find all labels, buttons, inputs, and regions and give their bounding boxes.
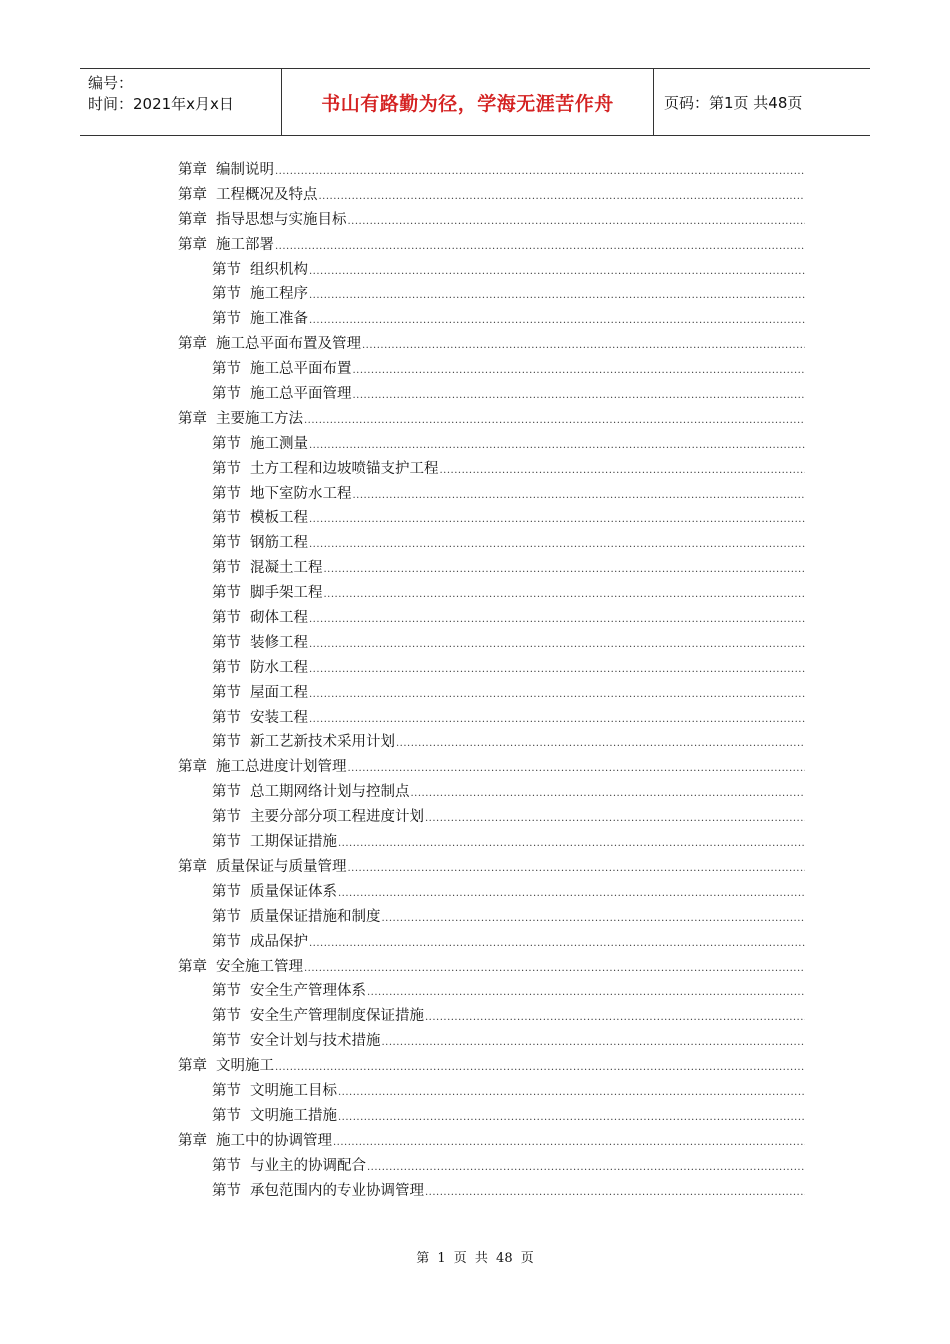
page-footer: 第 1 页 共 48 页: [416, 1251, 534, 1266]
toc-dot-leader: [275, 166, 805, 177]
toc-title: 质量保证体系: [250, 883, 337, 900]
toc-title: 文明施工目标: [250, 1082, 337, 1099]
toc-kind-label: 第节: [212, 485, 241, 502]
toc-title: 安全施工管理: [216, 958, 303, 975]
toc-section[interactable]: [178, 656, 805, 681]
toc-dot-leader: [309, 639, 805, 650]
toc-kind-label: 第节: [212, 510, 241, 527]
toc-dot-leader: [367, 987, 805, 998]
toc-section[interactable]: [178, 556, 805, 581]
toc-section[interactable]: [178, 282, 805, 307]
toc-dot-leader: [309, 614, 805, 625]
toc-kind-label: 第节: [212, 1107, 241, 1124]
toc-title: 地下室防水工程: [250, 485, 352, 502]
toc-dot-leader: [309, 266, 805, 277]
toc-kind-label: 第章: [178, 236, 207, 253]
toc-title: 土方工程和边坡喷锚支护工程: [250, 460, 439, 477]
toc-title: 混凝土工程: [250, 560, 323, 577]
toc-dot-leader: [309, 714, 805, 725]
toc-kind-label: 第节: [212, 560, 241, 577]
toc-dot-leader: [309, 290, 805, 301]
toc-kind-label: 第节: [212, 883, 241, 900]
toc-dot-leader: [411, 788, 806, 799]
toc-dot-leader: [324, 589, 806, 600]
toc-title: 安全生产管理制度保证措施: [250, 1008, 424, 1025]
toc-section[interactable]: [178, 905, 805, 930]
toc-kind-label: 第章: [178, 759, 207, 776]
toc-section[interactable]: [178, 581, 805, 606]
toc-kind-label: 第章: [178, 336, 207, 353]
header-meta: [80, 69, 282, 135]
toc-section[interactable]: [178, 357, 805, 382]
toc-dot-leader: [309, 539, 805, 550]
toc-title: 质量保证措施和制度: [250, 908, 381, 925]
toc-chapter[interactable]: [178, 1054, 805, 1079]
toc-title: 施工部署: [216, 236, 274, 253]
toc-dot-leader: [309, 689, 805, 700]
toc-kind-label: 第章: [178, 211, 207, 228]
toc-dot-leader: [348, 763, 806, 774]
toc-dot-leader: [353, 365, 806, 376]
toc-chapter[interactable]: [178, 755, 805, 780]
toc-chapter[interactable]: [178, 407, 805, 432]
toc-kind-label: 第章: [178, 1132, 207, 1149]
toc-chapter[interactable]: [178, 158, 805, 183]
toc-section[interactable]: [178, 706, 805, 731]
toc-kind-label: 第节: [212, 361, 241, 378]
toc-kind-label: 第节: [212, 734, 241, 751]
toc-title: 主要施工方法: [216, 410, 303, 427]
toc-dot-leader: [425, 1012, 805, 1023]
toc-title: 屋面工程: [250, 684, 308, 701]
table-of-contents: [178, 158, 805, 1203]
toc-kind-label: 第节: [212, 286, 241, 303]
toc-kind-label: 第章: [178, 186, 207, 203]
toc-title: 成品保护: [250, 933, 308, 950]
toc-kind-label: 第节: [212, 1082, 241, 1099]
toc-section[interactable]: [178, 681, 805, 706]
toc-kind-label: 第节: [212, 933, 241, 950]
toc-title: 工期保证措施: [250, 834, 337, 851]
toc-section[interactable]: [178, 307, 805, 332]
toc-dot-leader: [309, 664, 805, 675]
doc-number-label: 编号：: [88, 74, 134, 92]
toc-section[interactable]: [178, 805, 805, 830]
header-page-info: 页码：第1页 共48页: [664, 93, 803, 112]
toc-kind-label: 第节: [212, 435, 241, 452]
toc-kind-label: 第节: [212, 684, 241, 701]
toc-section[interactable]: [178, 880, 805, 905]
toc-title: 工程概况及特点: [216, 186, 318, 203]
toc-dot-leader: [382, 913, 806, 924]
toc-dot-leader: [304, 963, 805, 974]
toc-chapter[interactable]: [178, 208, 805, 233]
toc-dot-leader: [348, 863, 806, 874]
toc-title: 施工总平面管理: [250, 386, 352, 403]
toc-kind-label: 第节: [212, 460, 241, 477]
toc-kind-label: 第节: [212, 311, 241, 328]
toc-kind-label: 第章: [178, 858, 207, 875]
toc-section[interactable]: [178, 780, 805, 805]
toc-kind-label: 第节: [212, 1157, 241, 1174]
toc-section[interactable]: [178, 482, 805, 507]
toc-section[interactable]: [178, 432, 805, 457]
toc-dot-leader: [396, 738, 805, 749]
toc-section[interactable]: [178, 531, 805, 556]
toc-section[interactable]: [178, 1179, 805, 1204]
toc-dot-leader: [309, 315, 805, 326]
toc-dot-leader: [348, 216, 806, 227]
toc-kind-label: 第章: [178, 1058, 207, 1075]
toc-title: 施工总平面布置及管理: [216, 336, 361, 353]
toc-kind-label: 第节: [212, 709, 241, 726]
toc-section[interactable]: [178, 1104, 805, 1129]
toc-dot-leader: [362, 340, 805, 351]
toc-chapter[interactable]: [178, 332, 805, 357]
toc-title: 脚手架工程: [250, 585, 323, 602]
toc-kind-label: 第章: [178, 958, 207, 975]
toc-dot-leader: [382, 1037, 806, 1048]
toc-title: 安全生产管理体系: [250, 983, 366, 1000]
toc-dot-leader: [440, 465, 806, 476]
toc-title: 施工程序: [250, 286, 308, 303]
toc-section[interactable]: [178, 1154, 805, 1179]
toc-dot-leader: [338, 1112, 805, 1123]
toc-dot-leader: [309, 938, 805, 949]
header-motto: 书山有路勤为径，学海无涯苦作舟: [321, 92, 614, 115]
toc-dot-leader: [319, 191, 806, 202]
toc-section[interactable]: [178, 730, 805, 755]
toc-title: 砌体工程: [250, 610, 308, 627]
toc-kind-label: 第节: [212, 908, 241, 925]
toc-chapter[interactable]: [178, 233, 805, 258]
toc-title: 主要分部分项工程进度计划: [250, 809, 424, 826]
date-label: 时间：2021年x月x日: [88, 95, 234, 113]
toc-kind-label: 第节: [212, 659, 241, 676]
toc-title: 安全计划与技术措施: [250, 1033, 381, 1050]
toc-kind-label: 第章: [178, 410, 207, 427]
toc-dot-leader: [338, 838, 805, 849]
toc-title: 新工艺新技术采用计划: [250, 734, 395, 751]
toc-kind-label: 第节: [212, 634, 241, 651]
toc-kind-label: 第节: [212, 809, 241, 826]
toc-dot-leader: [425, 1187, 805, 1198]
toc-title: 钢筋工程: [250, 535, 308, 552]
toc-title: 指导思想与实施目标: [216, 211, 347, 228]
toc-title: 防水工程: [250, 659, 308, 676]
toc-dot-leader: [309, 514, 805, 525]
toc-title: 承包范围内的专业协调管理: [250, 1182, 424, 1199]
toc-title: 文明施工措施: [250, 1107, 337, 1124]
toc-dot-leader: [353, 390, 806, 401]
toc-kind-label: 第节: [212, 784, 241, 801]
toc-title: 文明施工: [216, 1058, 274, 1075]
toc-section[interactable]: [178, 1004, 805, 1029]
toc-title: 施工总平面布置: [250, 361, 352, 378]
page-header: [80, 68, 870, 136]
toc-chapter[interactable]: [178, 1129, 805, 1154]
toc-dot-leader: [333, 1137, 805, 1148]
toc-dot-leader: [353, 490, 806, 501]
toc-dot-leader: [275, 241, 805, 252]
toc-title: 模板工程: [250, 510, 308, 527]
toc-title: 施工测量: [250, 435, 308, 452]
toc-kind-label: 第节: [212, 610, 241, 627]
toc-kind-label: 第节: [212, 834, 241, 851]
toc-title: 施工中的协调管理: [216, 1132, 332, 1149]
toc-title: 总工期网络计划与控制点: [250, 784, 410, 801]
toc-section[interactable]: [178, 382, 805, 407]
toc-section[interactable]: [178, 457, 805, 482]
toc-kind-label: 第节: [212, 261, 241, 278]
toc-kind-label: 第节: [212, 1033, 241, 1050]
toc-kind-label: 第节: [212, 585, 241, 602]
toc-kind-label: 第章: [178, 162, 207, 178]
toc-dot-leader: [425, 813, 805, 824]
toc-section[interactable]: [178, 1079, 805, 1104]
toc-dot-leader: [338, 888, 805, 899]
toc-title: 施工准备: [250, 311, 308, 328]
toc-title: 编制说明: [216, 162, 274, 178]
toc-section[interactable]: [178, 979, 805, 1004]
toc-section[interactable]: [178, 631, 805, 656]
toc-kind-label: 第节: [212, 1008, 241, 1025]
toc-title: 质量保证与质量管理: [216, 858, 347, 875]
toc-dot-leader: [367, 1162, 805, 1173]
toc-section[interactable]: [178, 930, 805, 955]
header-motto-cell: [282, 69, 654, 135]
toc-title: 安装工程: [250, 709, 308, 726]
toc-section[interactable]: [178, 506, 805, 531]
toc-chapter[interactable]: [178, 955, 805, 980]
toc-kind-label: 第节: [212, 1182, 241, 1199]
toc-title: 装修工程: [250, 634, 308, 651]
toc-dot-leader: [275, 1062, 805, 1073]
toc-dot-leader: [304, 415, 805, 426]
toc-section[interactable]: [178, 830, 805, 855]
toc-title: 组织机构: [250, 261, 308, 278]
toc-section[interactable]: [178, 606, 805, 631]
toc-dot-leader: [338, 1087, 805, 1098]
toc-kind-label: 第节: [212, 983, 241, 1000]
toc-dot-leader: [324, 564, 806, 575]
toc-title: 施工总进度计划管理: [216, 759, 347, 776]
toc-kind-label: 第节: [212, 386, 241, 403]
header-page-cell: [654, 69, 870, 135]
toc-kind-label: 第节: [212, 535, 241, 552]
toc-title: 与业主的协调配合: [250, 1157, 366, 1174]
toc-chapter[interactable]: [178, 855, 805, 880]
toc-dot-leader: [309, 440, 805, 451]
toc-section[interactable]: [178, 1029, 805, 1054]
toc-chapter[interactable]: [178, 183, 805, 208]
toc-section[interactable]: [178, 258, 805, 283]
